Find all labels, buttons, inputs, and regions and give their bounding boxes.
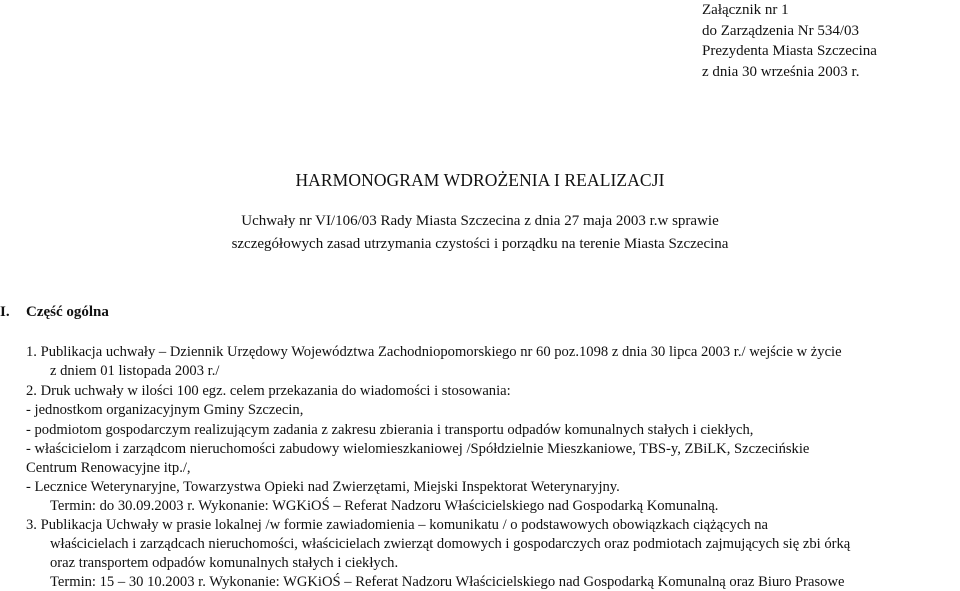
body-line: 3. Publikacja Uchwały w prasie lokalnej /w formie zawiadomienia – komunikatu / o podstawowych obowiązkach ciążących na — [26, 517, 769, 533]
annex-line: do Zarządzenia Nr 534/03 — [702, 22, 860, 39]
annex-line: Załącznik nr 1 — [702, 2, 789, 18]
body-line: z dniem 01 listopada 2003 r./ — [50, 363, 220, 379]
section-number: I. — [0, 304, 10, 320]
body-line: Centrum Renowacyjne itp./, — [26, 460, 191, 476]
body-line: 2. Druk uchwały w ilości 100 egz. celem przekazania do wiadomości i stosowania: — [26, 383, 511, 399]
document-subtitle — [0, 210, 960, 256]
body-line: - Lecznice Weterynaryjne, Towarzystwa Opieki nad Zwierzętami, Miejski Inspektorat Weterynaryjny. — [26, 479, 620, 495]
section-heading — [0, 304, 109, 321]
body-line: - jednostkom organizacyjnym Gminy Szczecin, — [26, 402, 304, 418]
annex-line: z dnia 30 września 2003 r. — [702, 63, 860, 80]
document-title: HARMONOGRAM WDROŻENIA I REALIZACJI — [295, 170, 665, 190]
subtitle-line: Uchwały nr VI/106/03 Rady Miasta Szczecina z dnia 27 maja 2003 r.w sprawie — [241, 213, 719, 229]
subtitle-line: szczegółowych zasad utrzymania czystości i porządku na terenie Miasta Szczecina — [231, 236, 729, 252]
annex-line: Prezydenta Miasta Szczecina — [702, 43, 877, 59]
body-line: Termin: 15 – 30 10.2003 r. Wykonanie: WGKiOŚ – Referat Nadzoru Właścicielskiego nad Gospodarką Komunalną oraz Biuro Prasowe — [50, 574, 845, 590]
body-line: - właścicielom i zarządcom nieruchomości zabudowy wielomieszkaniowej /Spółdzielnie Mieszkaniowe, TBS-y, ZBiLK, Szczecińskie — [26, 441, 810, 457]
body-line: - podmiotom gospodarczym realizującym zadania z zakresu zbierania i transportu odpadów komunalnych stałych i ciekłych, — [26, 422, 754, 438]
body-line: oraz transportem odpadów komunalnych stałych i ciekłych. — [50, 555, 399, 571]
body-line: Termin: do 30.09.2003 r. Wykonanie: WGKiOŚ – Referat Nadzoru Właścicielskiego nad Gospodarką Komunalną. — [50, 498, 719, 514]
section-title: Część ogólna — [26, 304, 109, 320]
body-line: właścicielach i zarządcach nieruchomości, właścicielach zwierząt domowych i gospodarczych oraz podmiotach zajmujących się zbi órką — [50, 536, 851, 552]
body-line: 1. Publikacja uchwały – Dziennik Urzędowy Województwa Zachodniopomorskiego nr 60 poz.1098 z dnia 30 lipca 2003 r./ wejście w życie — [26, 344, 842, 360]
annex-header — [702, 0, 877, 82]
